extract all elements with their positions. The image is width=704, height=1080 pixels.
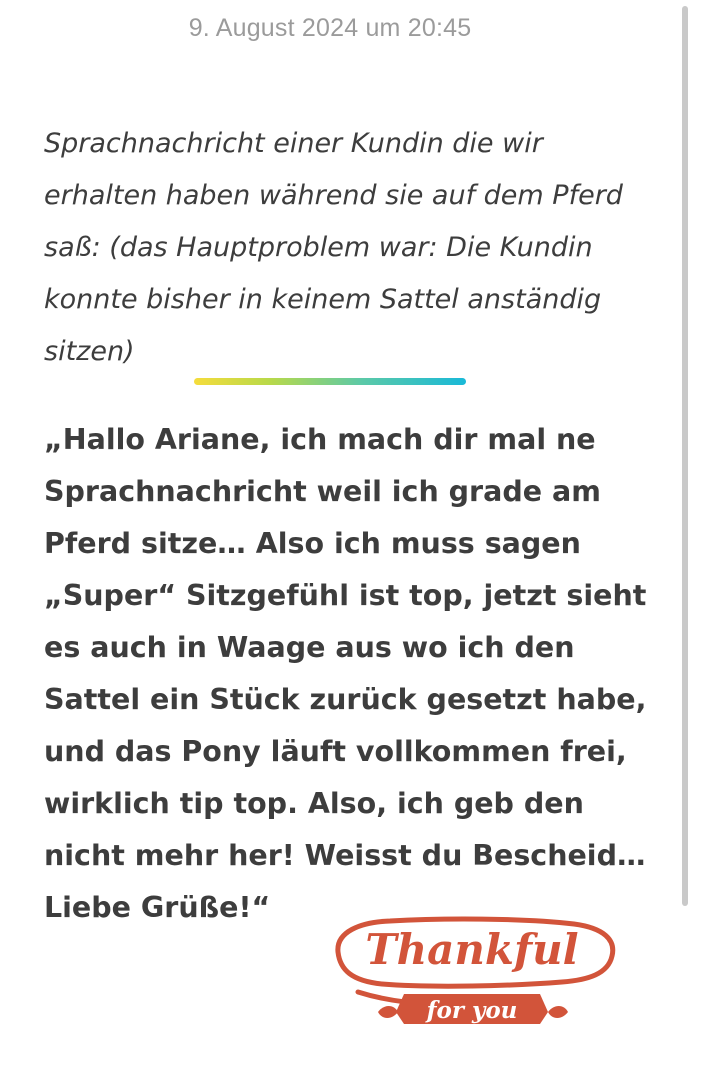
scrollbar-track[interactable] [686,0,696,1080]
scrollbar-thumb[interactable] [682,6,688,906]
stamp-line1: Thankful [365,925,579,974]
divider-container [0,378,660,385]
gradient-divider [194,378,466,385]
thankful-for-you-stamp [312,908,632,1028]
customer-quote: „Hallo Ariane, ich mach dir mal ne Sprachnachricht weil ich grade am Pferd sitze… Also ich muss sagen „Super“ Sitzgefühl ist top, jetzt sieht es auch in Waage aus wo ich den Sattel ein Stück zurück gesetzt habe, und das Pony läuft vollkommen frei, wirklich tip top. Also, ich geb den nicht mehr her! Weisst du Bescheid… Liebe Grüße!“ [44,423,647,924]
stamp-line2: for you [426,997,518,1024]
message-timestamp: 9. August 2024 um 20:45 [188,14,472,42]
intro-paragraph: Sprachnachricht einer Kundin die wir erhalten haben während sie auf dem Pferd saß: (das Hauptproblem war: Die Kundin konnte bisher in keinem Sattel anständig sitzen) [44,128,623,367]
